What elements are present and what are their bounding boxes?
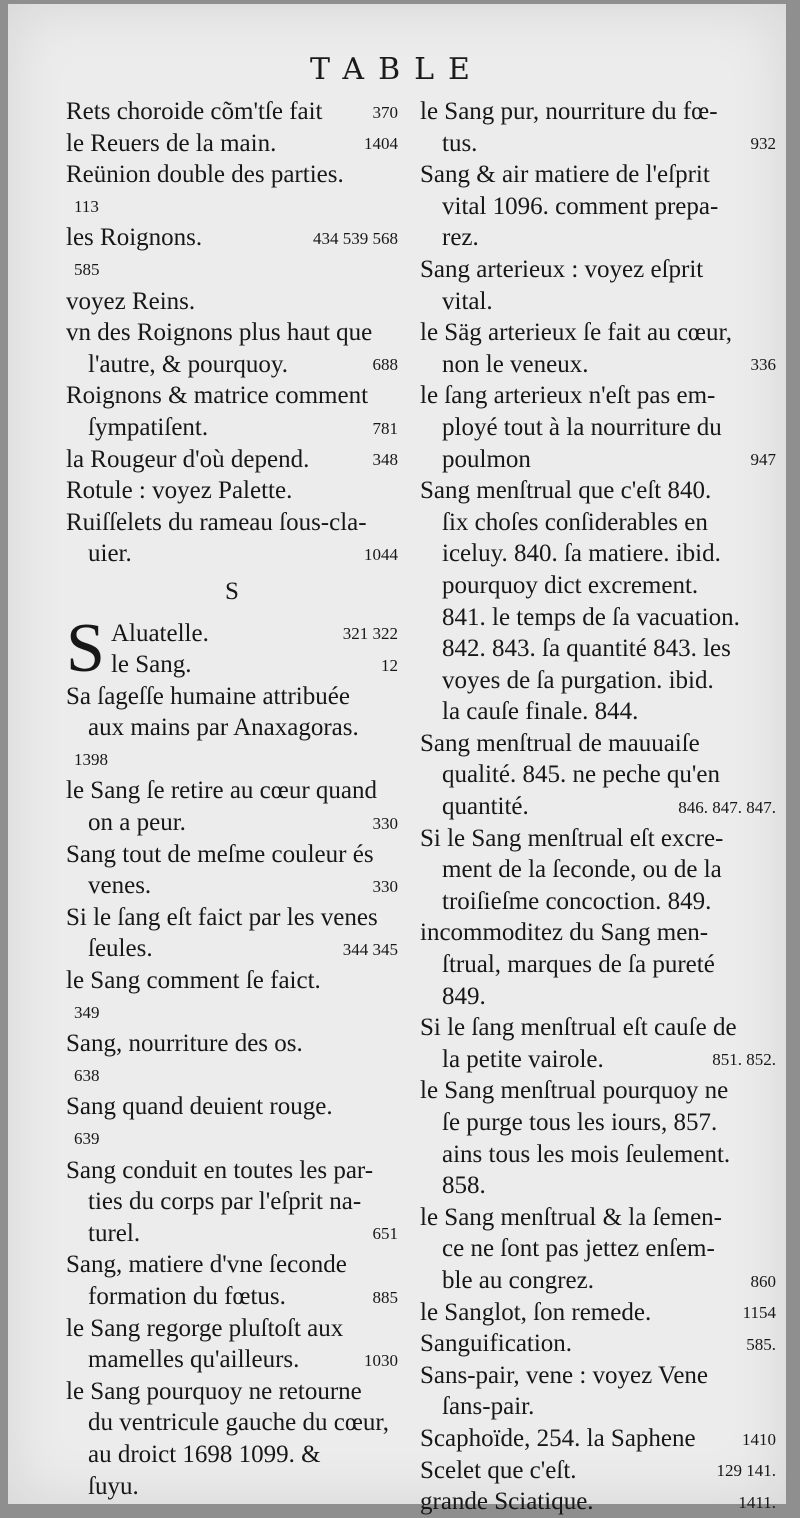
index-entry (420, 981, 776, 1013)
index-entry (420, 191, 776, 223)
index-entry-text: au droict 1698 1099. & (88, 1440, 321, 1468)
index-entry-text: aux mains par Anaxagoras. (88, 714, 359, 742)
index-entry-text: ſtrual, marques de ſa pureté (442, 951, 715, 979)
index-entry (66, 286, 398, 318)
index-entry-text: le Sang menſtrual pourquoy ne (420, 1077, 729, 1105)
index-entry-text: le ſang arterieux n'eſt pas em- (420, 382, 716, 410)
drop-cap-letter: S (66, 609, 105, 687)
index-entry (420, 1202, 776, 1234)
index-entry (66, 380, 398, 412)
index-entry (420, 1075, 776, 1107)
index-entry: quantité. 846. 847. 847. (420, 791, 776, 823)
index-entry (66, 254, 398, 286)
index-entry-page-ref: 113 (74, 196, 99, 216)
index-entry-text: Sang tout de meſme couleur és (66, 840, 374, 868)
index-entry-text: rez. (442, 224, 479, 252)
index-entry: grande Sciatique. 1411. (420, 1486, 776, 1518)
index-entry: on a peur. 330 (66, 807, 398, 839)
index-entry-text: voyes de ſa purgation. ibid. (442, 666, 714, 694)
index-entry-text: Sang menſtrual que c'eſt 840. (420, 477, 712, 505)
index-entry-text: le Sang pur, nourriture du fœ- (420, 98, 718, 125)
index-entry (66, 712, 398, 744)
index-entry: Scelet que c'eſt. 129 141. (420, 1455, 776, 1487)
index-entry (420, 475, 776, 507)
index-entry (66, 1407, 398, 1439)
index-entry-text: ains tous les mois ſeulement. (442, 1140, 731, 1168)
index-entry-text: vital. (442, 287, 493, 315)
index-entry (420, 728, 776, 760)
index-entry-text: 842. 843. ſa quantité 843. les (442, 635, 731, 663)
index-entry (66, 744, 398, 776)
index-entry-text: le Sang pourquoy ne retourne (66, 1377, 362, 1405)
index-entry (66, 1471, 398, 1503)
index-entry (66, 997, 398, 1029)
index-entry (420, 886, 776, 918)
index-entry-text: Sanguification. (420, 1330, 573, 1358)
index-entry: uier. 1044 (66, 538, 398, 570)
index-entry: non le veneux. 336 (420, 349, 776, 381)
index-entry: la Rougeur d'où depend. 348 (66, 444, 398, 476)
index-entry (66, 839, 398, 871)
index-entry-text: Sang conduit en toutes les par- (66, 1156, 374, 1184)
index-entry-text: ties du corps par l'eſprit na- (88, 1188, 362, 1216)
index-entry (420, 665, 776, 697)
index-entry: le Reuers de la main. 1404 (66, 128, 398, 160)
index-entry (420, 1391, 776, 1423)
index-entry-text: 858. (442, 1172, 486, 1200)
index-entry (420, 602, 776, 634)
index-entry: Sanguification. 585. (420, 1328, 776, 1360)
index-entry-text: ſix choſes conſiderables en (442, 508, 708, 536)
index-entry-text: voyez Reins. (66, 287, 196, 315)
index-entry (420, 759, 776, 791)
index-entry-text: Sang quand deuient rouge. (66, 1093, 333, 1121)
index-entry-text: le Sang. (110, 651, 192, 679)
index-entry-text: troiſieſme concoction. 849. (442, 887, 712, 915)
index-entry-text: ce ne ſont pas jettez enſem- (442, 1235, 715, 1263)
index-entry-page-ref: 639 (74, 1129, 100, 1148)
index-entry (420, 507, 776, 539)
index-entry-text: Si le ſang menſtrual eſt cauſe de (420, 1014, 737, 1042)
index-entry-text: Aluatelle. (110, 619, 209, 647)
index-entry-text: Si le ſang eſt faict par les venes (66, 903, 378, 931)
index-entry (420, 159, 776, 191)
index-entry (66, 965, 398, 997)
index-entry-text: Reünion double des parties. (66, 161, 344, 189)
index-entry-text: vital 1096. comment prepa- (442, 192, 719, 220)
index-entry (66, 1060, 398, 1092)
index-entry (420, 696, 776, 728)
index-entry: le Sanglot, ſon remede. 1154 (420, 1297, 776, 1329)
index-entry-text: formation du fœtus. (88, 1282, 286, 1310)
index-entry (420, 380, 776, 412)
index-entry (66, 681, 398, 713)
index-group-s (66, 609, 398, 1503)
index-entry-text: venes. (88, 872, 152, 900)
index-entry-text: ſympatiſent. (88, 413, 209, 441)
index-entry (420, 917, 776, 949)
index-entry (66, 1028, 398, 1060)
index-entry (420, 570, 776, 602)
index-entry: turel. 651 (66, 1218, 398, 1250)
index-entry-text: Sang arterieux : voyez eſprit (420, 255, 704, 283)
index-column-left (66, 96, 398, 1502)
index-entry-text: ſans-pair. (442, 1393, 535, 1421)
index-column-right (420, 96, 776, 1518)
index-entry-text: ſuyu. (88, 1472, 139, 1500)
page-header-title: TABLE (310, 52, 484, 87)
index-entry (420, 823, 776, 855)
index-entry: poulmon 947 (420, 444, 776, 476)
index-entry-text: Sang, matiere d'vne ſeconde (66, 1251, 347, 1279)
index-entry: l'autre, & pourquoy. 688 (66, 349, 398, 381)
index-entry-text: Rets choroide cõm'tſe fait (66, 98, 323, 125)
index-entry: Rets choroide cõm'tſe fait 370 (66, 96, 398, 128)
index-entry-text: poulmon (442, 445, 531, 473)
index-entry-text: turel. (88, 1219, 141, 1247)
index-entry-text: iceluy. 840. ſa matiere. ibid. (442, 540, 721, 568)
index-entry: Scaphoïde, 254. la Saphene 1410 (420, 1423, 776, 1455)
index-entry (66, 1249, 398, 1281)
index-entry: la petite vairole. 851. 852. (420, 1044, 776, 1076)
index-entry-text: Sa ſageſſe humaine attribuée (66, 682, 350, 710)
index-entry-text: on a peur. (88, 809, 186, 837)
index-entry-text: ployé tout à la nourriture du (442, 413, 722, 441)
index-entry-text: du ventricule gauche du cœur, (88, 1409, 389, 1437)
index-entry (420, 222, 776, 254)
index-entry (66, 1313, 398, 1345)
index-entry-text: Scelet que c'eſt. (420, 1456, 577, 1484)
index-entry-text: le Sanglot, ſon remede. (420, 1298, 652, 1326)
book-page (8, 4, 786, 1516)
index-entry-text: vn des Roignons plus haut que (66, 319, 373, 347)
index-entry (420, 1139, 776, 1171)
index-entry (66, 1439, 398, 1471)
index-entry-text: Sang, nourriture des os. (66, 1030, 303, 1058)
index-entry (66, 902, 398, 934)
index-entry (420, 633, 776, 665)
index-entry: mamelles qu'ailleurs. 1030 (66, 1344, 398, 1376)
index-entry (66, 317, 398, 349)
index-entry (420, 854, 776, 886)
index-entry-text: le Sang comment ſe faict. (66, 967, 321, 995)
index-entry (420, 1107, 776, 1139)
index-entry-text: uier. (88, 540, 132, 568)
index-entry-text: qualité. 845. ne peche qu'en (442, 761, 721, 789)
index-group-r (66, 96, 398, 570)
index-entry-text: Si le Sang menſtrual eſt excre- (420, 824, 724, 852)
index-entry-text: Sang & air matiere de l'eſprit (420, 161, 710, 189)
index-entry (420, 317, 776, 349)
index-entry-text: quantité. (442, 793, 529, 821)
index-entry (420, 1360, 776, 1392)
index-entry-text: l'autre, & pourquoy. (88, 350, 289, 378)
index-entry (66, 1186, 398, 1218)
index-entry-page-ref: 585 (74, 259, 100, 279)
index-entry (420, 96, 776, 128)
index-entry-text: Sans-pair, vene : voyez Vene (420, 1361, 709, 1389)
index-entry: venes. 330 (66, 870, 398, 902)
index-entry-text: Sang menſtrual de mauuaiſe (420, 729, 700, 757)
index-entry-text: incommoditez du Sang men- (420, 919, 709, 947)
index-entry: ble au congrez. 860 (420, 1265, 776, 1297)
index-entry-text: Scaphoïde, 254. la Saphene (420, 1424, 696, 1452)
index-entry: formation du fœtus. 885 (66, 1281, 398, 1313)
index-entry-page-ref: 638 (74, 1065, 100, 1085)
index-entry-page-ref: 349 (74, 1002, 100, 1022)
index-entry (66, 1123, 398, 1155)
index-entry (66, 191, 398, 223)
index-entry-page-ref: 1398 (74, 749, 108, 769)
index-entry (66, 159, 398, 191)
index-entry-text: le Reuers de la main. (66, 129, 277, 157)
index-entry (66, 507, 398, 539)
index-entry: ſympatiſent. 781 (66, 412, 398, 444)
index-entry (66, 1091, 398, 1123)
index-entry-text: 849. (442, 982, 486, 1010)
index-entry-text: ble au congrez. (442, 1266, 595, 1294)
index-entry: tus. 932 (420, 128, 776, 160)
index-entry-text: pourquoy dict excrement. (442, 571, 699, 599)
index-entry-text: la cauſe finale. 844. (442, 698, 639, 726)
index-entry-text: Ruiſſelets du rameau ſous-cla- (66, 508, 367, 536)
index-entry-text: ment de la ſeconde, ou de la (442, 856, 722, 884)
index-entry-text: la Rougeur d'où depend. (66, 445, 310, 473)
index-entry: le Sang. 12 (66, 649, 398, 681)
index-entry-text: non le veneux. (442, 350, 589, 378)
index-entry (420, 538, 776, 570)
index-entry (420, 1170, 776, 1202)
index-entry-text: le Sang regorge pluſtoſt aux (66, 1314, 344, 1342)
index-entry-text: Rotule : voyez Palette. (66, 477, 293, 505)
index-entry-text: la petite vairole. (442, 1045, 604, 1073)
index-entry-text: le Sang ſe retire au cœur quand (66, 777, 377, 805)
index-entry (420, 949, 776, 981)
index-entry (66, 1376, 398, 1408)
index-entry-text: grande Sciatique. (420, 1488, 594, 1516)
section-letter: S (225, 577, 239, 605)
index-entry (420, 254, 776, 286)
index-entry (420, 412, 776, 444)
index-entry (66, 475, 398, 507)
index-entry-text: tus. (442, 129, 478, 157)
index-entry (420, 1012, 776, 1044)
index-entry (420, 286, 776, 318)
index-entry-text: Roignons & matrice comment (66, 382, 369, 410)
index-entry (66, 775, 398, 807)
index-entry (420, 1233, 776, 1265)
index-entry-text: ſe purge tous les iours, 857. (442, 1109, 718, 1136)
index-entry: les Roignons. 434 539 568 (66, 222, 398, 254)
index-entry: S Aluatelle. 321 322 (66, 609, 398, 687)
index-entry-text: ſeules. (88, 935, 153, 963)
index-entry-text: mamelles qu'ailleurs. (88, 1346, 300, 1374)
index-group-s-continued (420, 96, 776, 1518)
index-entry-text: 841. le temps de ſa vacuation. (442, 603, 740, 631)
index-entry (66, 1155, 398, 1187)
index-entry-text: le Sang menſtrual & la ſemen- (420, 1203, 722, 1231)
index-entry-text: le Säg arterieux ſe fait au cœur, (420, 319, 733, 347)
index-entry: ſeules. 344 345 (66, 933, 398, 965)
index-entry-text: les Roignons. (66, 224, 203, 252)
